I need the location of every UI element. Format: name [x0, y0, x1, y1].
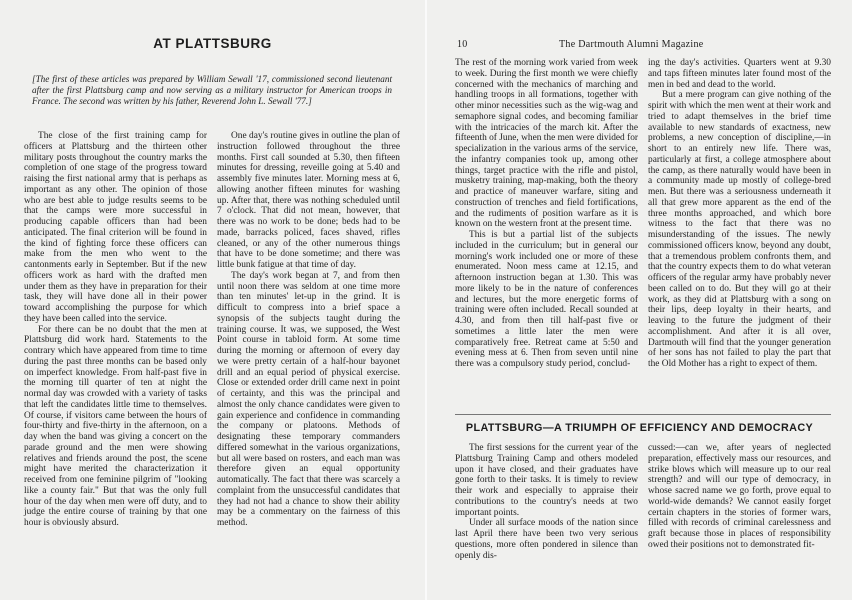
- paragraph: ing the day's activities. Quarters went at 9.30 and taps fifteen minutes later found most of the men in bed and dead to the world.: [648, 58, 831, 90]
- paragraph: cussed:—can we, after years of neglected preparation, effectively mass our resources, and strike blows which will measure up to our real strength? and will our type of democracy, in whose sacred name we go forth, prove equal to world-wide demands? We cannot easily forget certain chapters in the stories of former wars, filled with records of criminal carelessness and graft because those in places of responsibility owed their positions not to demonstrated fit-: [648, 443, 831, 550]
- paragraph: The close of the first training camp for officers at Plattsburg and the thirteen other military posts throughout the country marks the completion of one stage of the progress toward raising the first national army that is perhaps as important as any other. The opinion of those who are best able to judge results seems to be that the camps were more successful in producing capable officers than had been anticipated. The final criterion will be found in the kind of fighting force these officers can make from the men who went to the cantonments early in September. But if the new officers work as hard with the drafted men under them as they have in preparation for their task, they will have done all in their power toward accomplishing the purpose for which they have been called into the service.: [24, 131, 207, 324]
- paragraph: For there can be no doubt that the men at Plattsburg did work hard. Statements to the contrary which have appeared from time to time during the past three months can be based only on imperfect knowledge. From half-past five in the morning till quarter of ten at night the normal day was crowded with a variety of tasks that left the candidates little time to themselves. Of course, if visitors came between the hours of four-thirty and five-thirty in the afternoon, on a day when the band was giving a concert on the parade ground and the men were showing relatives and friends around the post, the scene might have merited the characterization it received from one feminine pilgrim of "looking like a county fair." But that was the only full hour of the day when men were off duty, and to judge the entire course of training by that one hour is obviously absurd.: [24, 324, 207, 528]
- paragraph: Under all surface moods of the nation since last April there have been two very serious questions, more often pondered in silence than openly dis-: [455, 518, 638, 561]
- left-page: [0, 0, 425, 600]
- left-column-2: [217, 131, 400, 529]
- article-title: AT PLATTSBURG: [153, 36, 272, 51]
- paragraph: The day's work began at 7, and from then until noon there was seldom at one time more than ten minutes' let-up in the grind. It is difficult to compress into a brief space a synopsis of the subjects taught during the training course. It was, we supposed, the West Point course in tabloid form. At some time during the morning or afternoon of every day we were pretty certain of a half-hour bayonet drill and an equal period of physical exercise. Close or extended order drill came next in point of certainty, and this was the principal and almost the only chance candidates were given to gain experience and confidence in commanding the company or platoons. Methods of designating these temporary commanders differed somewhat in the various organizations, but all were based on rosters, and each man was therefore given an equal opportunity automatically. The fact that there was scarcely a complaint from the unsuccessful candidates that they had not had a chance to show their ability may be a commentary on the fairness of this method.: [217, 270, 400, 528]
- paragraph: The rest of the morning work varied from week to week. During the first month we were chiefly concerned with the mechanics of marching and handling troops in all formations, together with other minor necessities such as the wig-wag and semaphore signal codes, and becoming familiar with the intricacies of the march kit. After the fifteenth of June, when the men were divided for specialization in the various arms of the service, the infantry companies took up, among other things, target practice with the rifle and pistol, musketry training, map-making, both the theory and practice of maneuver warfare, siting and construction of trenches and field fortifications, and the rudiments of position warfare as it is known on the western front at the present time.: [455, 58, 639, 230]
- page-number: 10: [457, 39, 468, 50]
- right-column-4: [648, 443, 831, 551]
- right-page: [427, 0, 852, 600]
- right-column-1: [455, 58, 638, 370]
- right-column-3: [455, 443, 638, 561]
- right-column-2: [648, 58, 831, 370]
- editor-note: [The first of these articles was prepared by William Sewall '17, commissioned second lieutenant after the first Plattsburg camp and now serving as a military instructor for American troops in France. The second was written by his father, Reverend John L. Sewall '77.]: [32, 74, 392, 106]
- paragraph: The first sessions for the current year of the Plattsburg Training Camp and others modeled upon it have closed, and their graduates have gone forth to their tasks. It is timely to review their work and especially to appraise their contributions to the country's needs at two important points.: [455, 443, 638, 518]
- paragraph: But a mere program can give nothing of the spirit with which the men went at their work and tried to adapt themselves in the brief time available to new standards of exactness, new problems, a new conception of discipline,—in short to an entirely new life. There was, particularly at first, a college atmosphere about the camp, as there naturally would have been in a community made up mostly of college-bred men. But there was a seriousness underneath it all that grew more apparent as the end of the three months approached, and which bore witness to the fact that there was no misunderstanding of the issues. The newly commissioned officers know, beyond any doubt, that a tremendous problem confronts them, and that the country expects them to do what veteran officers of the regular army have probably never been called on to do. But they will go at their work, as they did at Plattsburg with a song on their lips, deep loyalty in their hearts, and leaving to the future the judgment of their accomplishment. And after it is all over, Dartmouth will find that the younger generation of her sons has not failed to play the part that the Old Mother has a right to expect of them.: [648, 90, 831, 369]
- paragraph: This is but a partial list of the subjects included in the curriculum; but in general our morning's work included one or more of these enumerated. Noon mess came at 12.15, and afternoon instruction began at 1.30. This was more likely to be in the nature of conferences and lectures, but the more energetic forms of training were often included. Recall sounded at 4.30, and from then till half-past five or sometimes a little later the men were comparatively free. Retreat came at 5:50 and evening mess at 6. Then from seven until nine there was a compulsory study period, conclud-: [455, 230, 638, 369]
- running-head: The Dartmouth Alumni Magazine: [559, 39, 704, 50]
- paragraph: One day's routine gives in outline the plan of instruction followed throughout the three months. First call sounded at 5.30, then fifteen minutes for dressing, reveille going at 5.40 and assembly five minutes later. Morning mess at 6, allowing another fifteen minutes for washing up. After that, there was nothing scheduled until 7 o'clock. That did not mean, however, that there was no work to be done; beds had to be made, barracks policed, faces shaved, rifles cleaned, or any of the other numerous things that have to be done sometime; and there was little bunk fatigue at that time of day.: [217, 131, 400, 270]
- section-title: PLATTSBURG—A TRIUMPH OF EFFICIENCY AND DEMOCRACY: [465, 422, 814, 434]
- left-column-1: [24, 131, 207, 529]
- section-divider: [455, 414, 831, 415]
